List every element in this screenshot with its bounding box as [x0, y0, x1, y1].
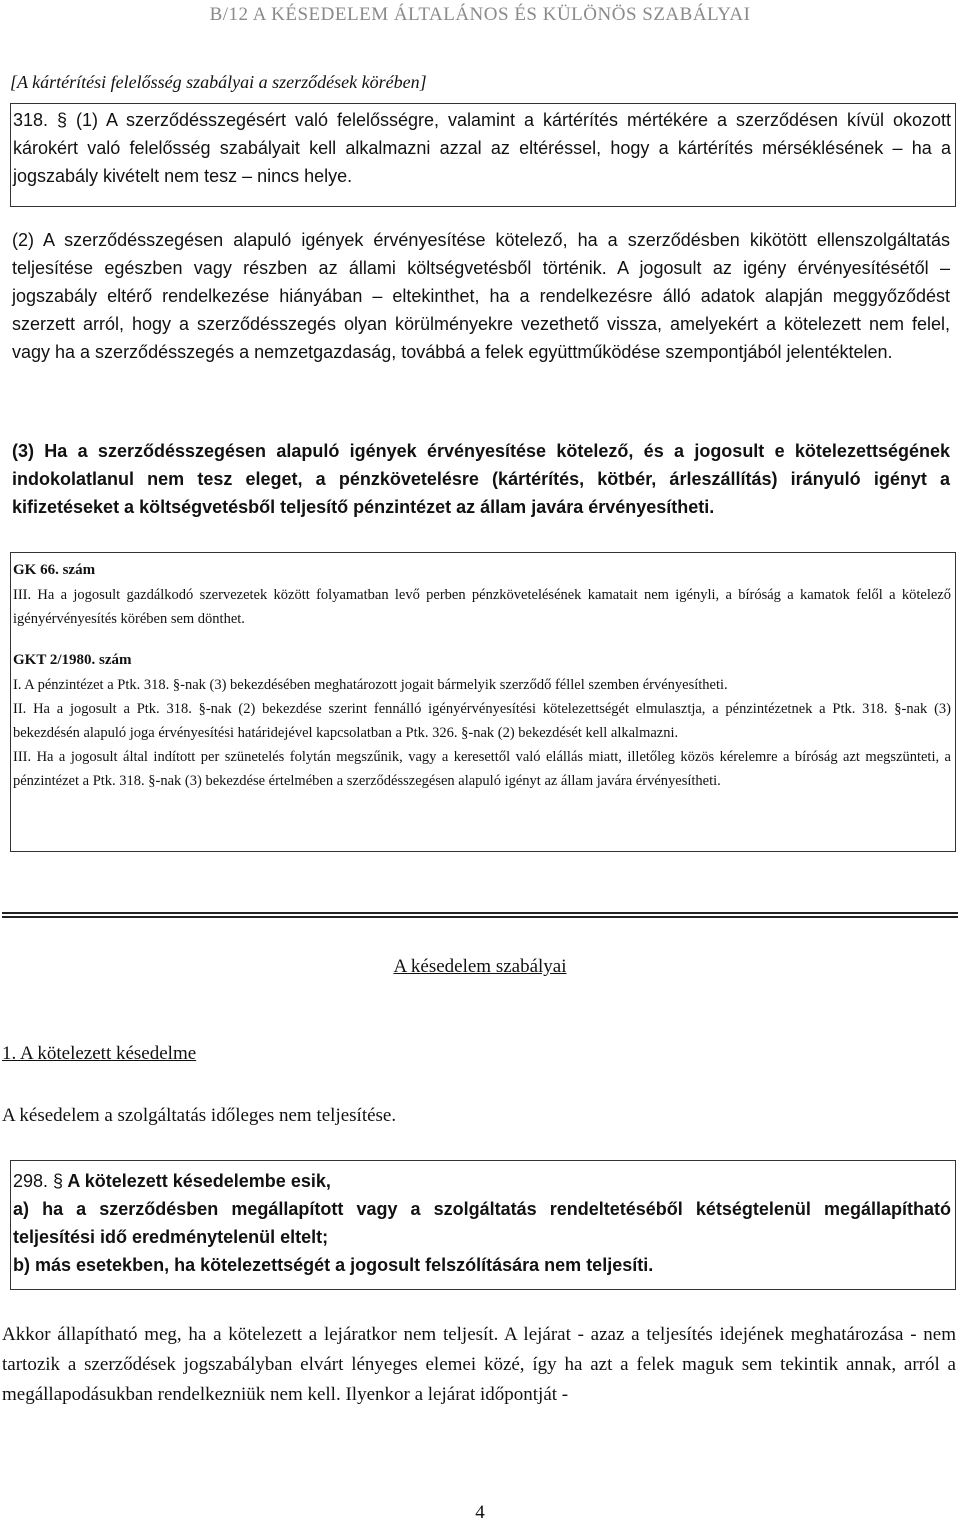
gkt-item-ii: II. Ha a jogosult a Ptk. 318. §-nak (2) bekezdése szerint fennálló igényérvényesítési kötelezettségét elmulasztja, a pénzintézetnek a Ptk. 318. §-nak (3) bekezdésén alapuló joga érvényesítési határidejével kapcsolatban a Ptk. 326. §-nak (2) bekezdését kell alkalmazni. [13, 701, 951, 741]
section-298-point-a: a) ha a szerződésben megállapított vagy a szolgáltatás rendeltetéséből kétségtelenül megállapítható teljesítési idő eredménytelenül eltelt; [13, 1199, 951, 1247]
section-298-intro-text: A kötelezett késedelembe esik, [67, 1171, 331, 1191]
section-318-paragraph-1: 318. § (1) A szerződésszegésért való felelősségre, valamint a kártérítés mértékére a szerződésen kívül okozott károkért való felelősség szabályait kell alkalmazni azzal az eltéréssel, hogy a kártérítés mérséklésének – ha a jogszabály kivételt nem tesz – nincs helye. [13, 110, 951, 186]
section-298-number: 298. § [13, 1171, 64, 1191]
section-298-intro [13, 1167, 951, 1195]
subsection-title: 1. A kötelezett késedelme [2, 1043, 197, 1064]
gkt-item-i: I. A pénzintézet a Ptk. 318. §-nak (3) bekezdésében meghatározott jogait bármelyik szerződő féllel szemben érvényesítheti. [13, 677, 728, 693]
double-divider [2, 912, 958, 918]
gkt-item-iii: III. Ha a jogosult által indított per szünetelés folytán megszűnik, vagy a keresettől való elállás miatt, illetőleg közös kérelemre a bíróság azt megszünteti, a pénzintézet a Ptk. 318. §-nak (3) bekezdése értelmében a szerződésszegésen alapuló igényt az állam javára érvényesítheti. [13, 749, 951, 789]
page-header: B/12 A KÉSEDELEM ÁLTALÁNOS ÉS KÜLÖNÖS SZABÁLYAI [209, 4, 751, 25]
gk-66-title: GK 66. szám [13, 562, 96, 578]
gk-66-item-iii: III. Ha a jogosult gazdálkodó szervezetek között folyamatban levő perben pénzkövetelésének kamatait nem igényli, a bíróság a kamatok felől a kötelező igényérvényesítés körében sem dönthet. [13, 587, 951, 627]
gkt-2-1980-title: GKT 2/1980. szám [13, 652, 132, 668]
chapter-title: A késedelem szabályai [393, 956, 567, 977]
section-title: [A kártérítési felelősség szabályai a szerződések körében] [10, 72, 427, 92]
final-paragraph: Akkor állapítható meg, ha a kötelezett a lejáratkor nem teljesít. A lejárat - azaz a teljesítés idejének meghatározása - nem tartozik a szerződések jogszabályban elvárt lényeges elemei közé, így ha azt a felek maguk sem tekintik annak, arról a megállapodásukban rendelkezniük nem kell. Ilyenkor a lejárat időpontját - [2, 1324, 956, 1405]
court-decisions-box [10, 552, 956, 852]
section-298-point-b: b) más esetekben, ha kötelezettségét a jogosult felszólítására nem teljesíti. [13, 1255, 654, 1275]
section-298-box [10, 1160, 956, 1290]
delay-definition: A késedelem a szolgáltatás időleges nem teljesítése. [2, 1105, 397, 1126]
section-318-box [10, 103, 956, 207]
page-number: 4 [475, 1502, 485, 1523]
section-318-paragraph-2: (2) A szerződésszegésen alapuló igények érvényesítése kötelező, ha a szerződésben kikötött ellenszolgáltatás teljesítése egészben vagy részben az állami költségvetésből történik. A jogosult az igény érvényesítésétől – jogszabály eltérő rendelkezése hiányában – eltekinthet, ha a rendelkezésre álló adatok alapján meggyőződést szerzett arról, hogy a szerződésszegés olyan körülményekre vezethető vissza, amelyekért a kötelezett nem felel, vagy ha a szerződésszegés a nemzetgazdaság, továbbá a felek együttműködése szempontjából jelentéktelen. [12, 230, 950, 362]
section-318-paragraph-3: (3) Ha a szerződésszegésen alapuló igények érvényesítése kötelező, és a jogosult e kötelezettségének indokolatlanul nem tesz eleget, a pénzkövetelésre (kártérítés, kötbér, árleszállítás) irányuló igényt a kifizetéseket a költségvetésből teljesítő pénzintézet az állam javára érvényesítheti. [12, 441, 950, 517]
